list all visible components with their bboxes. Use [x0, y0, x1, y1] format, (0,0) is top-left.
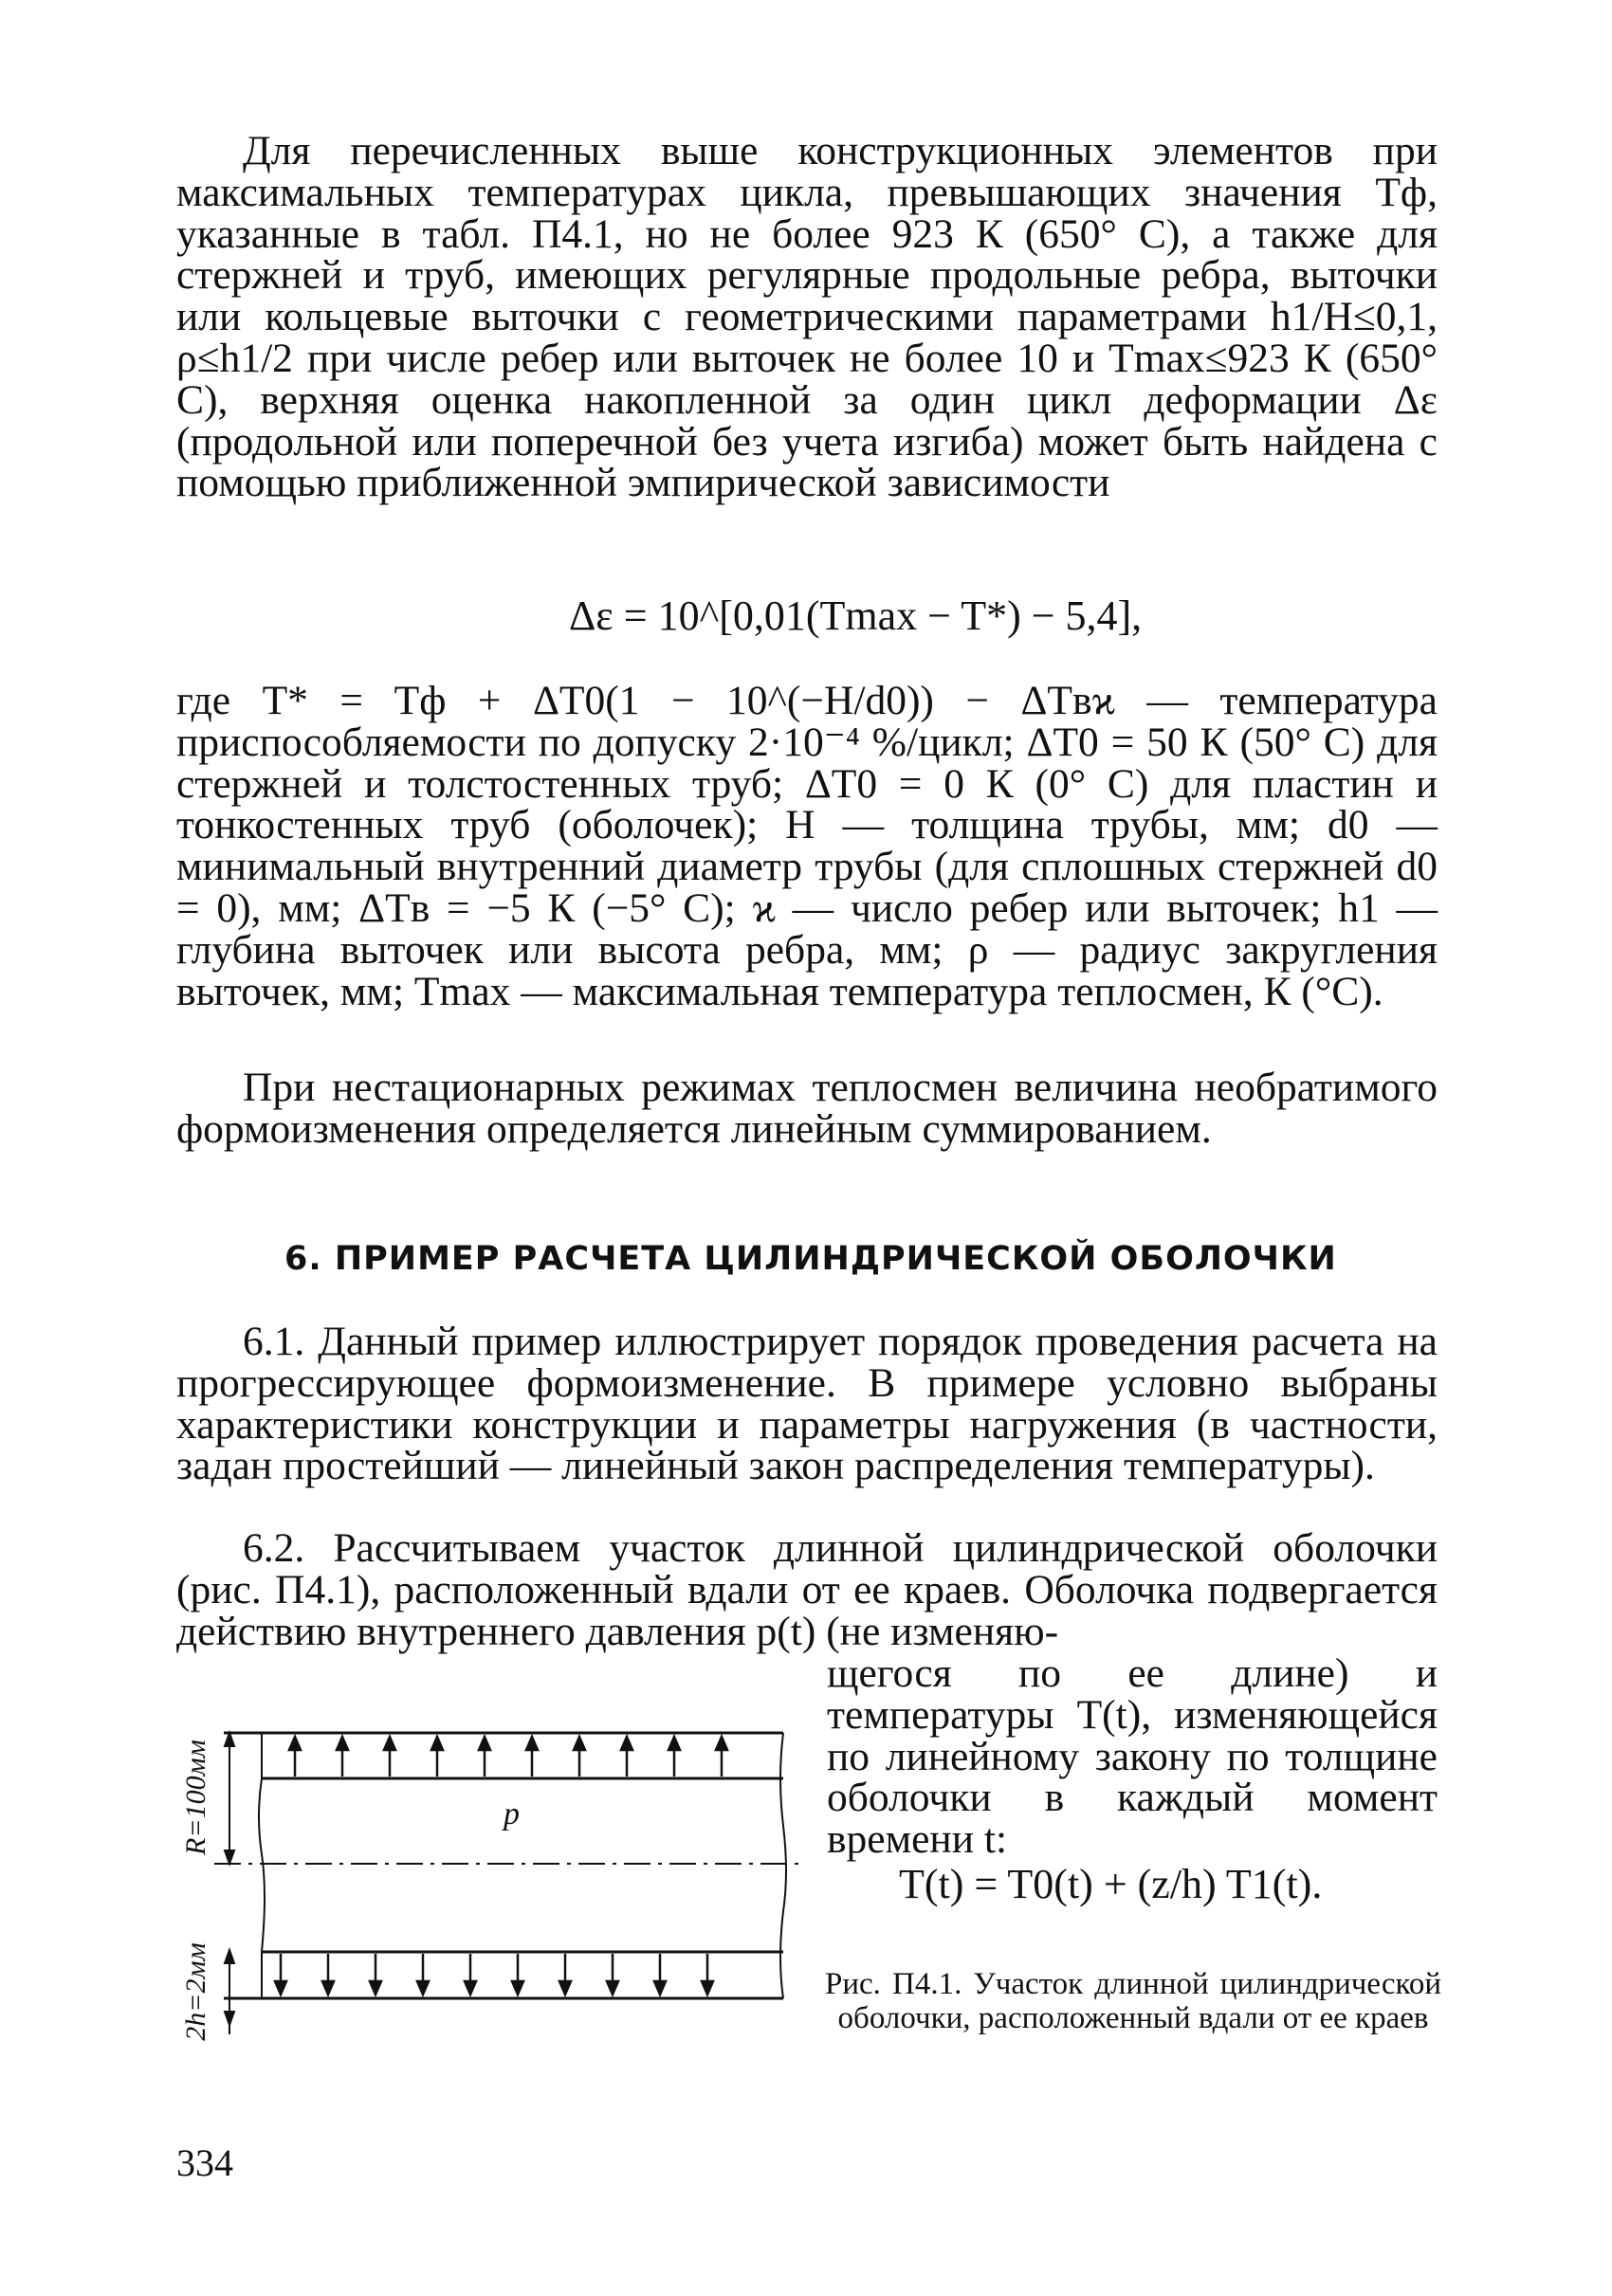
section-heading: 6. ПРИМЕР РАСЧЕТА ЦИЛИНДРИЧЕСКОЙ ОБОЛОЧКИ [284, 1240, 1337, 1278]
paragraph-4: 6.1. Данный пример иллюстрирует порядок проведения расчета на прогрессирующее формоизменение. В примере условно выбраны характеристики конструкции и параметры нагружения (в частности, задан простейший — линейный закон распределения температуры). [176, 1319, 1438, 1489]
dimension-2h [225, 1950, 234, 2034]
break-line-right [780, 1733, 786, 1998]
paragraph-3-block [176, 1067, 1438, 1151]
label-2h: 2h=2мм [180, 1942, 211, 2041]
formula-temperature: T(t) = T0(t) + (z/h) T1(t). [899, 1861, 1323, 1907]
figure-caption: Рис. П4.1. Участок длинной цилиндрической оболочки, расположенный вдали от ее краев [825, 1967, 1441, 2035]
paragraph-1: Для перечисленных выше конструкционных элементов при максимальных температурах цикла, превышающих значения Tф, указанные в табл. П4.1, но не более 923 К (650° С), а также для стержней и труб, имеющих регулярные продольные ребра, выточки или кольцевые выточки с геометрическими параметрами h1/H≤0,1, ρ≤h1/2 при числе ребер или выточек не более 10 и Tmax≤923 К (650° С), верхняя оценка накопленной за один цикл деформации Δε (продольной или поперечной без учета изгиба) может быть найдена с помощью приближенной эмпирической зависимости [176, 128, 1438, 506]
paragraph-5-block [176, 1525, 1438, 1654]
formula-delta-epsilon: Δε = 10^[0,01(Tmax − T*) − 5,4], [569, 592, 1143, 639]
page-number: 334 [176, 2141, 233, 2184]
pressure-arrows-top [289, 1737, 727, 1777]
figure-shell-section [176, 1722, 812, 2101]
paragraph-3: При нестационарных режимах теплосмен величина необратимого формоизменения определяется линейным суммированием. [176, 1065, 1438, 1152]
label-p: p [504, 1796, 520, 1831]
dimension-R [225, 1733, 234, 1864]
paragraph-4-block [176, 1321, 1438, 1487]
label-R: R=100мм [180, 1740, 211, 1855]
shell-diagram [176, 1722, 812, 2101]
pressure-arrows-bottom [275, 1954, 713, 1995]
paragraph-1-block [176, 128, 1438, 506]
paragraph-5a: 6.2. Рассчитываем участок длинной цилиндрической оболочки (рис. П4.1), расположенный вдали от ее краев. Оболочка подвергается действию внутреннего давления p(t) (не изменяю- [176, 1525, 1438, 1654]
paragraph-5b: щегося по ее длине) и температуры T(t), изменяющейся по линейному закону по толщине оболочки в каждый момент времени t: [827, 1650, 1438, 1863]
paragraph-2: где T* = Tф + ΔT0(1 − 10^(−H/d0)) − ΔTвϰ — температура приспособляемости по допуску 2·10⁻⁴ %/цикл; ΔT0 = 50 К (50° С) для стержней и толстостенных труб; ΔT0 = 0 К (0° С) для пластин и тонкостенных труб (оболочек); H — толщина трубы, мм; d0 — минимальный внутренний диаметр трубы (для сплошных стержней d0 = 0), мм; ΔTв = −5 К (−5° С); ϰ — число ребер или выточек; h1 — глубина выточек или высота ребра, мм; ρ — радиус закругления выточек, мм; Tmax — максимальная температура теплосмен, К (°С). [176, 678, 1438, 1014]
paragraph-5b-block [827, 1650, 1438, 1863]
paragraph-2-block [176, 678, 1438, 1014]
